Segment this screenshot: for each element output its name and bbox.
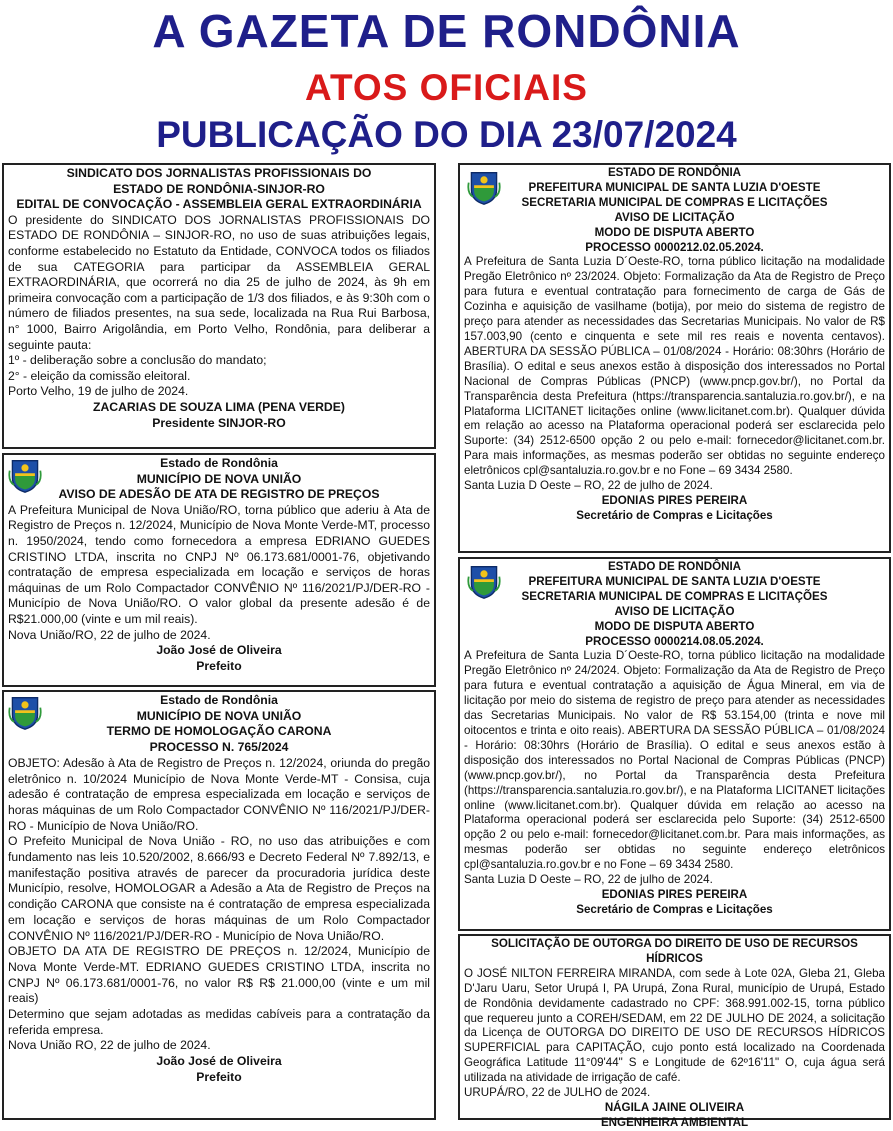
notice-heading: PROCESSO 0000212.02.05.2024. [585, 240, 764, 254]
signer-role: Prefeito [196, 658, 242, 673]
notice-heading: AVISO DE ADESÃO DE ATA DE REGISTRO DE PREÇOS [58, 487, 380, 502]
masthead-title: A GAZETA DE RONDÔNIA [152, 5, 741, 57]
notice-body: O JOSÉ NILTON FERREIRA MIRANDA, com sede à Lote 02A, Gleba 21, Gleba D'Jaru Uaru, Setor Urupá I, PA Urupá, Zona Rural, município de Urupá, Estado de Rondônia devidamente cadastrado no CPF: 368.991.002-15, torna público que requereu junto a COREH/SEDAM, em 22 DE JULHO DE 2024, a solicitação da Licença de OUTORGA DO DIREITO DE USO DE RECURSOS HÍDRICOS SUPERFICIAL para CAPITAÇÃO, cujo ponto está localizado na Coordenada Geográfica Latitude 11°09'44" S e Longitude de 62º16'11" O, cuja água será utilizada na atividade de irrigação de café. [464, 966, 885, 1085]
place-date: URUPÁ/RO, 22 de JULHO de 2024. [464, 1086, 651, 1100]
signer-role: Secretário de Compras e Licitações [576, 902, 773, 916]
notice-santa-luzia-licitacao-24 [458, 557, 891, 931]
notice-body: O presidente do SINDICATO DOS JORNALISTAS PROFISSIONAIS DO ESTADO DE RONDÔNIA – SINJOR-RO, no uso de suas atribuições legais, conforme estabelecido no Estatuto da Entidade, CONVOCA todos os filiados de sua CATEGORIA para participar da ASSEMBLEIA GERAL EXTRAORDINÁRIA, que ocorrerá no dia 25 de julho de 2024, às 9h em primeira convocação com a participação de 1/3 dos filiados, e às 9:30h com o número de filiados presentes, na sua sede, localizada na Rua Rui Barbosa, n° 1000, Bairro Arigolândia, em Porto Velho, Rondônia, para deliberar a seguinte pauta: [8, 212, 430, 352]
signer-role: Presidente SINJOR-RO [152, 415, 286, 430]
notice-heading: ESTADO DE RONDÔNIA [607, 166, 742, 179]
notice-heading: SECRETARIA MUNICIPAL DE COMPRAS E LICITAÇÕES [521, 195, 828, 209]
notice-heading: SECRETARIA MUNICIPAL DE COMPRAS E LICITAÇÕES [521, 589, 828, 603]
notice-body: A Prefeitura de Santa Luzia D´Oeste-RO, torna público licitação na modalidade Pregão Eletrônico nº 24/2024. Objeto: Formalização da Ata de Registro de Preço para futura e eventual contratação a aquisição de Água Mineral, em via de licitação por meio do sistema de registro de preço para atender as necessidades das Secretarias Municipais. No valor de R$ 53.154,00 (trinta e nove mil oitocentos e trinta e oito reais). ABERTURA DA SESSÃO PÚBLICA – 01/08/2024 - Horário: 08:30hrs (Horário de Brasília). O edital e seus anexos estão à disposição dos interessados no Portal Nacional de Compras Públicas (PNCP) (www.pncp.gov.br/), no Portal da Transparência desta Prefeitura (https://transparencia.santaluzia.ro.gov.br/), e na Plataforma LICITANET licitações online (www.licitanet.com.br). Qualquer dúvida em relação ao acesso na Plataforma operacional poderá ser esclarecida pelo Suporte: (34) 2512-6500 opção 2 ou pelo e-mail: fornecedor@licitanet.com.br. Para mais informações, as mesmas poderão ser obtidas no seguinte endereço eletrônicos cpl@santaluzia.ro.gov.br e no Fone – 69 3434 2580. [464, 649, 885, 872]
masthead-subtitle: ATOS OFICIAIS [305, 67, 588, 108]
notice-body: OBJETO: Adesão à Ata de Registro de Preços n. 12/2024, oriunda do pregão eletrônico n. 10/2024 Município de Nova Monte Verde-MT - Consisa, cuja adesão é contratação de empresa especializada em locação e serviços de horas máquinas de um Rolo Compactador CONVÊNIO Nº 116/2021/PJ/DER-RO - Município de Nova União/RO. [8, 755, 430, 833]
signer-name: EDONIAS PIRES PEREIRA [601, 493, 748, 507]
agenda-item: 2° - eleição da comissão eleitoral. [8, 368, 191, 383]
notice-santa-luzia-licitacao-23 [458, 163, 891, 553]
notice-heading: MUNICÍPIO DE NOVA UNIÃO [136, 708, 302, 723]
crest-icon [466, 564, 502, 600]
notice-heading: MODO DE DISPUTA ABERTO [594, 619, 755, 633]
notice-heading: PROCESSO 0000214.08.05.2024. [585, 634, 764, 648]
place-date: Santa Luzia D Oeste – RO, 22 de julho de 2024. [464, 873, 713, 887]
place-date: Nova União/RO, 22 de julho de 2024. [8, 627, 211, 642]
notice-body: O Prefeito Municipal de Nova União - RO, no uso das atribuições e com fundamento nas leis 10.520/2002, 8.666/93 e Decreto Federal Nº 7.892/13, e manifestação positiva através de parecer da procuradoria jurídica deste Município, resolve, HOMOLOGAR a Adesão a Ata de Registro de Preços na condição CARONA que consiste na é contratação de empresa especializada em locação e serviços de horas máquinas de um Rolo Compactador CONVÊNIO Nº 116/2021/PJ/DER-RO - Município de Nova União/RO. [8, 834, 430, 943]
notice-heading: PREFEITURA MUNICIPAL DE SANTA LUZIA D'OESTE [528, 180, 821, 194]
place-date: Nova União RO, 22 de julho de 2024. [8, 1038, 211, 1053]
notice-body: Determino que sejam adotadas as medidas cabíveis para a contratação da referida empresa. [8, 1007, 430, 1037]
notice-nova-uniao-adesao [2, 453, 436, 687]
notice-body: A Prefeitura de Santa Luzia D´Oeste-RO, torna público licitação na modalidade Pregão Eletrônico nº 23/2024. Objeto: Formalização da Ata de Registro de Preço para futura e eventual contratação para fornecimento de carga de Gás de Cozinha e aquisição de vasilhame (botija), por meio do sistema de registro de preço para atender as necessidades das Secretarias Municipais. No valor de R$ 157.003,90 (cento e cinquenta e sete mil res reais e noventa centavos). ABERTURA DA SESSÃO PÚBLICA – 01/08/2024 - Horário: 08:30hrs (Horário de Brasília). O edital e seus anexos estão à disposição dos interessados no Portal Nacional de Compras Públicas (PNCP) (www.pncp.gov.br/), no Portal da Transparência desta Prefeitura (https://transparencia.santaluzia.ro.gov.br/), e na Plataforma LICITANET licitações online (www.licitanet.com.br). Qualquer dúvida em relação ao acesso na Plataforma operacional poderá ser esclarecida pelo Suporte: (34) 2512-6500 opção 2 ou pelo e-mail: fornecedor@licitanet.com.br. Para mais informações, as mesmas poderão ser obtidas no seguinte endereço eletrônicos cpl@santaluzia.ro.gov.br e no Fone – 69 3434 2580. [464, 255, 885, 478]
notice-outorga-recursos-hidricos [458, 934, 891, 1129]
notice-heading: AVISO DE LICITAÇÃO [614, 210, 735, 224]
notice-heading: PROCESSO N. 765/2024 [149, 740, 289, 755]
publication-date: PUBLICAÇÃO DO DIA 23/07/2024 [156, 114, 737, 155]
notice-heading: Estado de Rondônia [160, 693, 278, 707]
place-date: Porto Velho, 19 de julho de 2024. [8, 384, 189, 399]
notice-heading: MUNICÍPIO DE NOVA UNIÃO [136, 471, 302, 486]
notice-body: OBJETO DA ATA DE REGISTRO DE PREÇOS n. 12/2024, Município de Nova Monte Verde-MT. EDRIANO GUEDES CRISTINO LTDA, inscrita no CNPJ Nº 06.173.681/0001-76, no valor R$ R$ 21.000,00 (vinte e um mil reais) [8, 944, 430, 1006]
signer-name: EDONIAS PIRES PEREIRA [601, 887, 748, 901]
notice-heading: MODO DE DISPUTA ABERTO [594, 225, 755, 239]
notice-heading: EDITAL DE CONVOCAÇÃO - ASSEMBLEIA GERAL EXTRAORDINÁRIA [16, 197, 422, 212]
signer-role: ENGENHEIRA AMBIENTAL [600, 1115, 749, 1129]
place-date: Santa Luzia D Oeste – RO, 22 de julho de 2024. [464, 479, 713, 493]
notice-heading: AVISO DE LICITAÇÃO [614, 604, 735, 618]
notice-body: A Prefeitura Municipal de Nova União/RO, torna público que aderiu à Ata de Registro de Preços n. 12/2024, Município de Nova Monte Verde-MT, processo n. 1950/2024, tendo como fornecedora a empresa EDRIANO GUEDES CRISTINO LTDA, inscrita no CNPJ Nº 06.173.681/0001-76, objetivando contratação de empresa especializada em locação e serviços de horas máquinas de um Rolo Compactador CONVÊNIO Nº 116/2021/PJ/DER-RO - Município de Nova União/RO. O valor global da presente adesão é de R$21.000,00 (vinte e um mil reais). [8, 502, 430, 626]
signer-role: Secretário de Compras e Licitações [576, 508, 773, 522]
notice-heading: SOLICITAÇÃO DE OUTORGA DO DIREITO DE USO DE RECURSOS HÍDRICOS [491, 937, 858, 965]
notice-heading: ESTADO DE RONDÔNIA-SINJOR-RO [113, 181, 325, 196]
notice-nova-uniao-homologacao [2, 690, 436, 1120]
crest-icon [7, 458, 43, 494]
signer-name: NÁGILA JAINE OLIVEIRA [604, 1100, 745, 1114]
notice-sinjor [2, 163, 436, 449]
notice-heading: ESTADO DE RONDÔNIA [607, 560, 742, 573]
signer-name: João José de Oliveira [156, 643, 282, 658]
signer-name: João José de Oliveira [156, 1054, 282, 1069]
notice-heading: SINDICATO DOS JORNALISTAS PROFISSIONAIS DO [66, 166, 372, 180]
signer-name: ZACARIAS DE SOUZA LIMA (PENA VERDE) [93, 399, 345, 414]
crest-icon [7, 695, 43, 731]
notice-heading: TERMO DE HOMOLOGAÇÃO CARONA [106, 724, 332, 739]
crest-icon [466, 170, 502, 206]
notice-heading: Estado de Rondônia [160, 456, 278, 470]
notice-heading: PREFEITURA MUNICIPAL DE SANTA LUZIA D'OESTE [528, 574, 821, 588]
agenda-item: 1º - deliberação sobre a conclusão do mandato; [8, 353, 267, 368]
signer-role: Prefeito [196, 1069, 242, 1084]
